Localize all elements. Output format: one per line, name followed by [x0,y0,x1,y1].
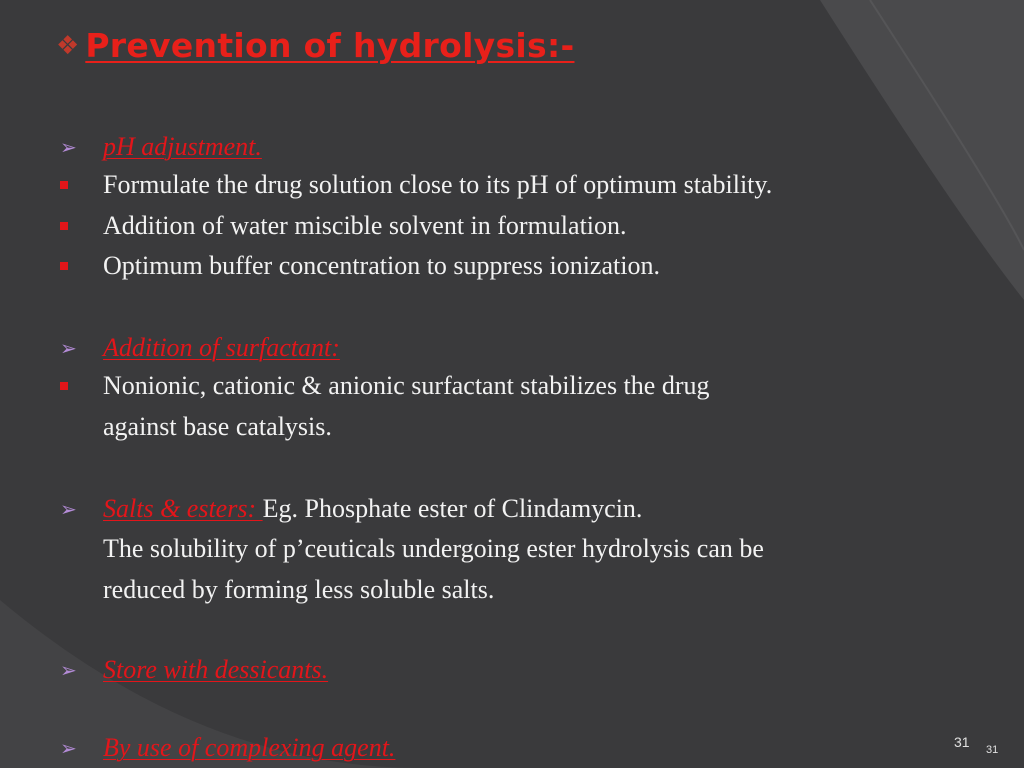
page-number: 31 [954,734,970,750]
ph-item-1: Formulate the drug solution close to its pH of optimum stability. [103,170,773,199]
salts-line-2: The solubility of p’ceuticals undergoing ester hydrolysis can be [103,534,764,563]
ph-item-2: Addition of water miscible solvent in formulation. [103,211,627,240]
surfactant-item-line-1: Nonionic, cationic & anionic surfactant stabilizes the drug [103,371,710,400]
arrow-bullet-icon: ➢ [60,658,77,682]
title-row [56,26,574,65]
salts-inline-text: Eg. Phosphate ester of Clindamycin. [262,494,643,523]
ph-item-3: Optimum buffer concentration to suppress ionization. [103,251,660,280]
square-bullet-icon [60,222,68,230]
dessicants-heading: Store with dessicants. [103,655,329,684]
surfactant-item-line-2: against base catalysis. [103,412,332,441]
complexing-heading: By use of complexing agent. [103,733,396,762]
arrow-bullet-icon: ➢ [60,497,77,521]
ph-adjustment-heading: pH adjustment. [103,132,262,161]
arrow-bullet-icon: ➢ [60,336,77,360]
arrow-bullet-icon: ➢ [60,135,77,159]
surfactant-heading: Addition of surfactant: [103,333,340,362]
salts-line-3: reduced by forming less soluble salts. [103,575,495,604]
square-bullet-icon [60,262,68,270]
square-bullet-icon [60,382,68,390]
arrow-bullet-icon: ➢ [60,736,77,760]
four-diamond-bullet-icon: ❖ [56,30,80,61]
salts-heading: Salts & esters: [103,494,263,523]
salts-line-1 [103,494,642,524]
slide-title: Prevention of hydrolysis:- [85,26,575,65]
square-bullet-icon [60,181,68,189]
page-number-small: 31 [986,744,999,756]
